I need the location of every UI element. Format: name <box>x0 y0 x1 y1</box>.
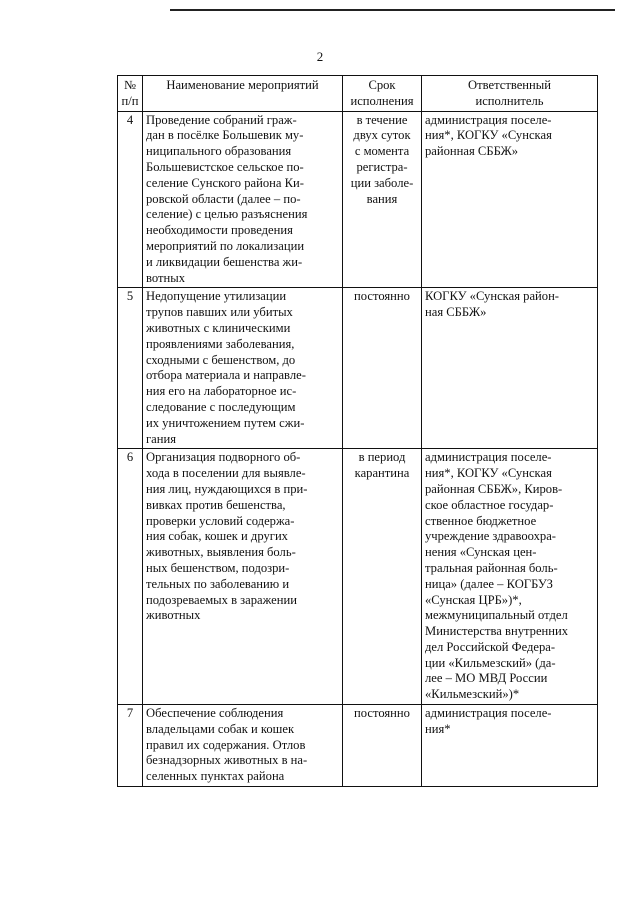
table-row <box>118 449 598 705</box>
table-row <box>118 705 598 787</box>
header-responsible: Ответственный исполнитель <box>422 76 598 112</box>
header-term: Срок исполнения <box>343 76 422 112</box>
measure-term: в течение двух суток с момента регистра- ции заболе- вания <box>343 111 422 288</box>
measure-responsible: КОГКУ «Сунская район- ная СББЖ» <box>422 288 598 449</box>
row-number: 5 <box>118 288 143 449</box>
table-header-row <box>118 76 598 112</box>
measure-term: постоянно <box>343 288 422 449</box>
table-row <box>118 288 598 449</box>
row-number: 6 <box>118 449 143 705</box>
header-name: Наименование мероприятий <box>143 76 343 112</box>
measure-name: Недопущение утилизации трупов павших или убитых животных с клиническими проявлениями заболевания, сходными с бешенством, до отбора материала и направле- ния его на лабораторное ис- следование с последующим их уничтожением путем сжи- гания <box>143 288 343 449</box>
header-num: № п/п <box>118 76 143 112</box>
measure-name: Организация подворного об- хода в поселении для выявле- ния лиц, нуждающихся в при- вивках против бешенства, проверки условий содержа- ния собак, кошек и других животных, выявления боль- ных бешенством, подозри- тельных по заболеванию и подозреваемых в заражении животных <box>143 449 343 705</box>
measure-responsible: администрация поселе- ния* <box>422 705 598 787</box>
top-rule <box>170 9 615 11</box>
measures-table <box>117 75 598 787</box>
row-number: 7 <box>118 705 143 787</box>
table-row <box>118 111 598 288</box>
measure-name: Проведение собраний граж- дан в посёлке Большевик му- ниципального образования Большевистское сельское по- селение Сунского района Ки- ровской области (далее – по- селение) с целью разъяснения необходимости проведения мероприятий по локализации и ликвидации бешенства жи- вотных <box>143 111 343 288</box>
measure-responsible: администрация поселе- ния*, КОГКУ «Сунская районная СББЖ» <box>422 111 598 288</box>
measure-term: постоянно <box>343 705 422 787</box>
page-number: 2 <box>316 49 324 64</box>
row-number: 4 <box>118 111 143 288</box>
measure-term: в период карантина <box>343 449 422 705</box>
measure-name: Обеспечение соблюдения владельцами собак и кошек правил их содержания. Отлов безнадзорных животных в на- селенных пунктах района <box>143 705 343 787</box>
measure-responsible: администрация поселе- ния*, КОГКУ «Сунская районная СББЖ», Киров- ское областное государ- ственное бюджетное учреждение здравоохра- нения «Сунская цен- тральная районная боль- ница» (далее – КОГБУЗ «Сунская ЦРБ»)*, межмуниципальный отдел Министерства внутренних дел Российской Федера- ции «Кильмезский» (да- лее – МО МВД России «Кильмезский»)* <box>422 449 598 705</box>
